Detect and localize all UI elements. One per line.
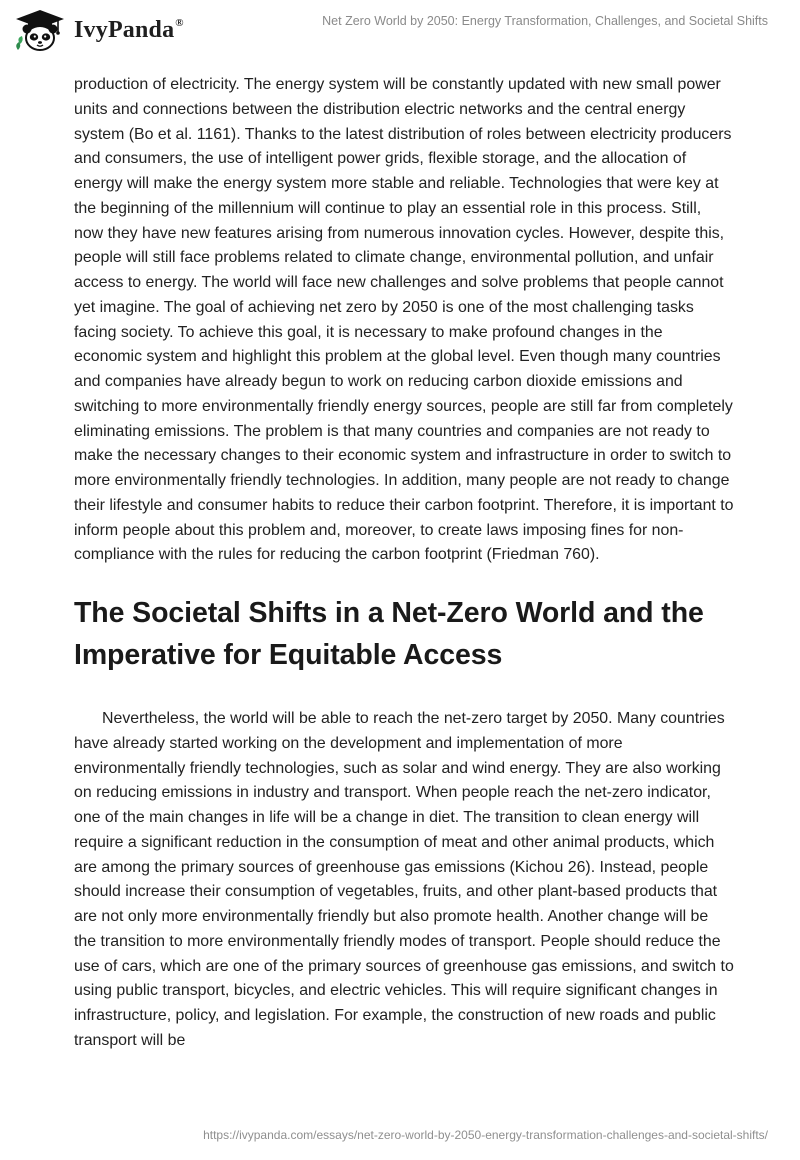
paragraph-2: Nevertheless, the world will be able to reach the net-zero target by 2050. Many countries have already started working on the development and implementation of more environmentally friendly technologies, such as solar and wind energy. They are also working on reducing emissions in industry and transport. When people reach the net-zero indicator, one of the main changes in life will be a change in diet. The transition to clean energy will require a significant reduction in the consumption of meat and other animal products, which are among the primary sources of greenhouse gas emissions (Kichou 26). Instead, people should increase their consumption of vegetables, fruits, and other plant-based products that are not only more environmentally friendly but also promote health. Another change will be the transition to more environmentally friendly modes of transport. People should reduce the use of cars, which are one of the primary sources of greenhouse gas emissions, and switch to using public transport, bicycles, and electric vehicles. This will require significant changes in infrastructure, policy, and legislation. For example, the construction of new roads and public transport will be bbox=[74, 710, 734, 1049]
article-body bbox=[74, 73, 734, 1054]
document-title: Net Zero World by 2050: Energy Transformation, Challenges, and Societal Shifts bbox=[322, 14, 768, 28]
source-url[interactable]: https://ivypanda.com/essays/net-zero-world-by-2050-energy-transformation-challenges-and-societal-shifts/ bbox=[203, 1128, 768, 1142]
registered-mark: ® bbox=[175, 16, 184, 29]
page-header bbox=[0, 0, 800, 70]
brand-name: IvyPanda® bbox=[74, 16, 184, 43]
ivypanda-logo[interactable] bbox=[14, 8, 184, 52]
section-heading: The Societal Shifts in a Net-Zero World and the Imperative for Equitable Access bbox=[74, 597, 704, 671]
paragraph-1: production of electricity. The energy system will be constantly updated with new small power units and connections between the distribution electric networks and the central energy system (Bo et al. 1161). Thanks to the latest distribution of roles between electricity producers and consumers, the use of intelligent power grids, flexible storage, and the allocation of energy will make the energy system more stable and reliable. Technologies that were key at the beginning of the millennium will continue to play an essential role in this process. Still, now they have new features arising from numerous innovation cycles. However, despite this, people will still face problems related to climate change, environmental pollution, and unfair access to energy. The world will face new challenges and solve problems that people cannot yet imagine. The goal of achieving net zero by 2050 is one of the most challenging tasks facing society. To achieve this goal, it is necessary to make profound changes in the economic system and highlight this problem at the global level. Even though many countries and companies have already begun to work on reducing carbon dioxide emissions and switching to more environmentally friendly energy sources, people are still far from completely eliminating emissions. The problem is that many countries and companies are not ready to make the necessary changes to their economic system and infrastructure in order to switch to more environmentally friendly technologies. In addition, many people are not ready to change their lifestyle and consumer habits to reduce their carbon footprint. Therefore, it is important to inform people about this problem and, moreover, to create laws imposing fines for non-compliance with the rules for reducing the carbon footprint (Friedman 760). bbox=[74, 76, 734, 564]
panda-graduate-icon bbox=[14, 8, 66, 52]
